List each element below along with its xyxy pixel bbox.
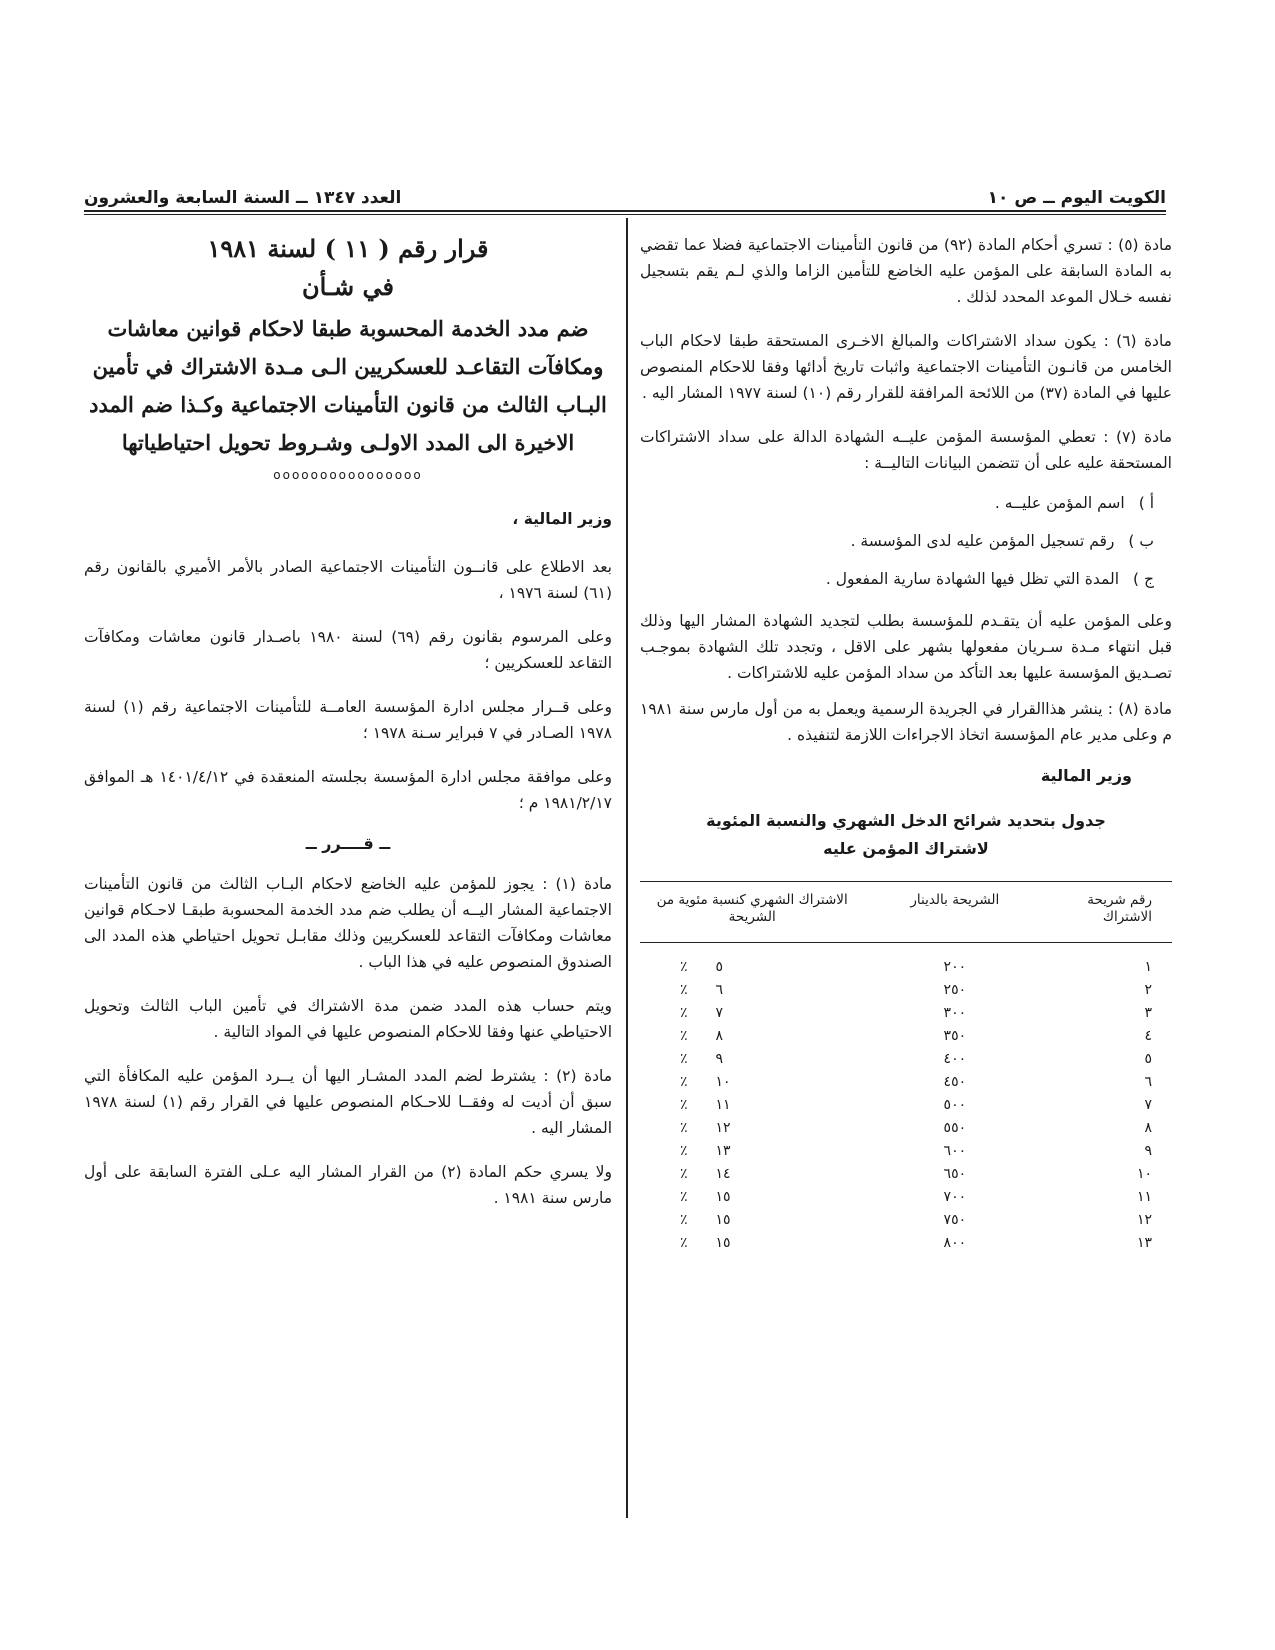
decision-title [84,232,612,462]
table-row [640,1024,1172,1047]
table-row [640,1162,1172,1185]
slab-amount: ٦٥٠ [943,1165,967,1182]
preamble-4: وعلى موافقة مجلس ادارة المؤسسة بجلسته المنعقدة في ١٤٠١/٤/١٢ هـ الموافق ١٩٨١/٢/١٧ م ؛ [84,768,612,812]
preamble-1: بعد الاطلاع على قانــون التأمينات الاجتماعية الصادر بالأمر الأميري بالقانون رقم (٦١) لسنة ١٩٧٦ ، [84,558,612,602]
slab-number: ٣ [1144,1004,1152,1021]
monthly-percent-cell [640,1047,864,1070]
list-text: المدة التي تظل فيها الشهادة سارية المفعول . [825,570,1120,588]
monthly-percent-cell [640,1139,864,1162]
table-row [640,1231,1172,1254]
slab-number: ١١ [1136,1188,1152,1205]
slab-amount: ٢٥٠ [943,981,967,998]
monthly-percent-cell [640,1162,864,1185]
slab-number: ٦ [1144,1073,1152,1090]
table-row [640,1001,1172,1024]
percent-sign: ٪ [680,1188,688,1205]
article-2-note: ولا يسري حكم المادة (٢) من القرار المشار اليه عـلى الفترة السابقة على أول مارس سنة ١٩٨١ . [84,1163,612,1207]
percent-sign: ٪ [680,1211,688,1228]
slab-amount: ٤٠٠ [943,1050,967,1067]
list-item [640,528,1154,554]
monthly-percent-cell [640,1001,864,1024]
monthly-percent-cell [640,1208,864,1231]
header-monthly-percent: الاشتراك الشهري كنسبة مئوية من الشريحة [640,882,864,943]
percent-sign: ٪ [680,981,688,998]
list-mark: ب ) [1128,532,1154,550]
monthly-percent-cell [640,1024,864,1047]
percent-sign: ٪ [680,1073,688,1090]
slab-number: ١٢ [1136,1211,1152,1228]
slab-number: ٥ [1144,1050,1152,1067]
percent-value: ١٥ [715,1234,731,1251]
decision-number: قرار رقم ( ١١ ) لسنة ١٩٨١ [207,234,489,263]
decision-regarding: في شـأن [302,272,394,301]
table-row [640,1070,1172,1093]
slab-number: ٢ [1144,981,1152,998]
percent-value: ١٥ [715,1211,731,1228]
left-column [84,232,612,1229]
percent-sign: ٪ [680,1142,688,1159]
slab-number: ٤ [1144,1027,1152,1044]
percent-sign: ٪ [680,1165,688,1182]
list-mark: ج ) [1133,570,1154,588]
header-issue: العدد ١٣٤٧ ــ السنة السابعة والعشرون [84,188,402,208]
percent-sign: ٪ [680,1234,688,1251]
contribution-table [640,881,1172,1254]
monthly-percent-cell [640,1070,864,1093]
monthly-percent-cell [640,1093,864,1116]
list-mark: أ ) [1138,494,1154,512]
article-2: مادة (٢) : يشترط لضم المدد المشـار اليها أن يــرد المؤمن عليه المكافأة التي سبق أن أديت له وفقــا للاحـكام المنصوص عليها في القرار رقم (١) لسنة ١٩٧٨ المشار اليه . [84,1067,612,1137]
percent-value: ٦ [715,981,724,998]
percent-sign: ٪ [680,1027,688,1044]
header-publication: الكويت اليوم ــ ص ١٠ [987,188,1166,208]
table-row [640,1093,1172,1116]
article-8: مادة (٨) : ينشر هذاالقرار في الجريدة الرسمية ويعمل به من أول مارس سنة ١٩٨١ م وعلى مدير عام المؤسسة اتخاذ الاجراءات اللازمة لتنفيذه . [640,700,1172,744]
percent-sign: ٪ [680,1004,688,1021]
article-6: مادة (٦) : يكون سداد الاشتراكات والمبالغ الاخـرى المستحقة طبقا لاحكام الباب الخامس من قانـون التأمينات الاجتماعية واثبات تاريخ أدائها وفقا للاحكام المنصوص عليها في المادة (٣٧) من اللائحة المرافقة للقرار رقم (١٠) لسنة ١٩٧٧ المشار اليه . [640,332,1172,402]
table-row [640,1047,1172,1070]
decision-subject: ضم مدد الخدمة المحسوبة طبقا لاحكام قوانين معاشات ومكافآت التقاعـد للعسكريين الـى مـدة الاشتراك في تأمين البـاب الثالث من قانون التأمينات الاجتماعية وكـذا ضم المدد الاخيرة الى المدد الاولـى وشـروط تحويل احتياطياتها [89,316,607,455]
percent-value: ٨ [715,1027,724,1044]
preamble-2: وعلى المرسوم بقانون رقم (٦٩) لسنة ١٩٨٠ باصـدار قانون معاشات ومكافآت التقاعد للعسكريين ؛ [84,628,612,672]
right-column [640,232,1172,1254]
table-row [640,943,1172,979]
header-slab-amount: الشريحة بالدينار [864,882,1045,943]
slab-amount: ٧٠٠ [943,1188,967,1205]
slab-amount: ٥٥٠ [943,1119,967,1136]
minister-heading: وزير المالية ، [512,510,612,528]
title-ornament: oooooooooooooooo [273,468,423,482]
page-header [84,178,1166,208]
article-1-continued: ويتم حساب هذه المدد ضمن مدة الاشتراك في تأمين الباب الثالث وتحويل الاحتياطي عنها وفقا للاحكام المنصوص عليها في المواد التالية . [84,997,612,1041]
slab-number: ١٣ [1136,1234,1152,1251]
slab-amount: ٨٠٠ [943,1234,967,1251]
monthly-percent-cell [640,1185,864,1208]
percent-value: ١٣ [715,1142,731,1159]
slab-amount: ٦٠٠ [943,1142,967,1159]
list-item [640,490,1154,516]
percent-sign: ٪ [680,1119,688,1136]
slab-amount: ٧٥٠ [943,1211,967,1228]
renewal-paragraph: وعلى المؤمن عليه أن يتقـدم للمؤسسة بطلب لتجديد الشهادة المشار اليها وذلك قبل انتهاء مـدة سـريان مفعولها بشهر على الاقل ، وتجدد تلك الشهادة بموجـب تصـديق المؤسسة عليها بعد التأكد من سداد المؤمن عليه للاشتراكات . [640,612,1172,682]
percent-value: ١٥ [715,1188,731,1205]
monthly-percent-cell [640,1231,864,1254]
percent-value: ١٢ [715,1119,731,1136]
article-1: مادة (١) : يجوز للمؤمن عليه الخاضع لاحكام البـاب الثالث من قانون التأمينات الاجتماعية المشار اليــه أن يطلب ضم مدد الخدمة المحسوبة طبقـا لاحـكام قوانين معاشات ومكافآت التقاعد للعسكريين وذلك مقابـل تحويل احتياطي هذه المدد الى الصندوق المنصوص عليه في هذا الباب . [84,875,612,971]
monthly-percent-cell [640,978,864,1001]
list-text: رقم تسجيل المؤمن عليه لدى المؤسسة . [850,532,1115,550]
table-row [640,978,1172,1001]
table-row [640,1185,1172,1208]
slab-number: ٧ [1144,1096,1152,1113]
table-row [640,1116,1172,1139]
percent-sign: ٪ [680,1096,688,1113]
percent-value: ١٤ [715,1165,731,1182]
percent-value: ٩ [715,1050,724,1067]
preamble-3: وعلى قــرار مجلس ادارة المؤسسة العامــة للتأمينات الاجتماعية رقم (١) لسنة ١٩٧٨ الصـادر في ٧ فبراير سـنة ١٩٧٨ ؛ [84,698,613,742]
percent-value: ١١ [715,1096,731,1113]
monthly-percent-cell [640,943,864,979]
slab-number: ١ [1144,958,1152,975]
list-text: اسم المؤمن عليــه . [994,494,1125,512]
table-title-line1: جدول بتحديد شرائح الدخل الشهري والنسبة المئوية [706,811,1106,830]
table-title [640,807,1172,863]
article-7: مادة (٧) : تعطي المؤسسة المؤمن عليــه الشهادة الدالة على سداد الاشتراكات المستحقة عليه على أن تتضمن البيانات التاليــة : [640,428,1172,472]
slab-amount: ٣٥٠ [943,1027,967,1044]
article-5: مادة (٥) : تسري أحكام المادة (٩٢) من قانون التأمينات الاجتماعية فضلا عما تقضي به المادة السابقة على المؤمن عليه الخاضع للتأمين الزاما والذي لـم يقم بتسجيل نفسه خـلال الموعد المحدد لذلك . [640,236,1172,306]
slab-amount: ٣٠٠ [943,1004,967,1021]
percent-sign: ٪ [680,1050,688,1067]
column-divider [626,218,628,1518]
slab-amount: ٢٠٠ [943,958,967,975]
percent-sign: ٪ [680,958,688,975]
decides-heading: ــ قــــرر ــ [305,834,391,853]
list-item [640,566,1154,592]
header-rule [84,210,1166,212]
slab-number: ٩ [1144,1142,1152,1159]
table-row [640,1139,1172,1162]
slab-number: ١٠ [1136,1165,1152,1182]
slab-number: ٨ [1144,1119,1152,1136]
signature-minister: وزير المالية [1040,766,1132,785]
percent-value: ٥ [715,958,724,975]
slab-amount: ٤٥٠ [943,1073,967,1090]
header-rule-thin [84,214,1166,215]
table-row [640,1208,1172,1231]
percent-value: ١٠ [715,1073,731,1090]
slab-amount: ٥٠٠ [943,1096,967,1113]
percent-value: ٧ [715,1004,724,1021]
header-slab-number: رقم شريحة الاشتراك [1045,882,1172,943]
table-title-line2: لاشتراك المؤمن عليه [823,839,989,858]
monthly-percent-cell [640,1116,864,1139]
